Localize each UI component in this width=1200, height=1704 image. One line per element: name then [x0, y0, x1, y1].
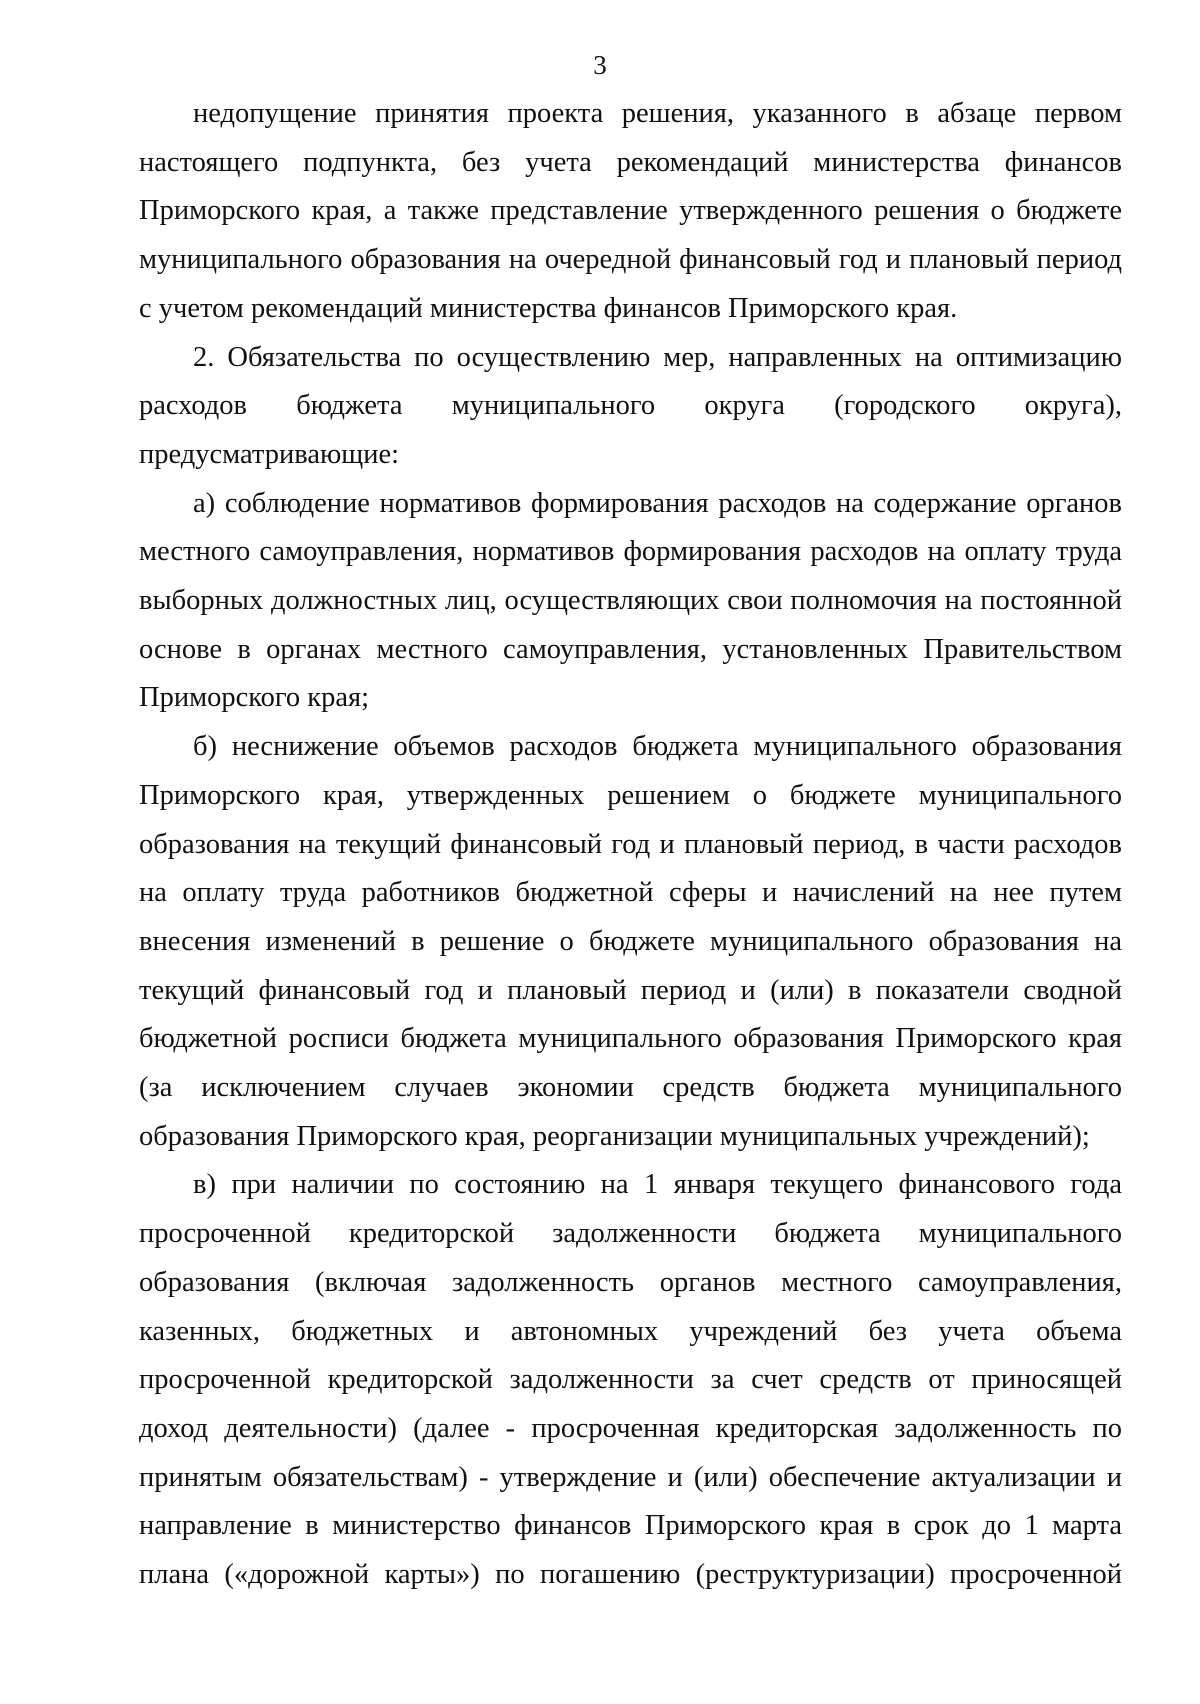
text-line: направление в министерство финансов Приморского края в срок до 1 марта	[139, 1510, 1122, 1542]
text-line: Приморского края, утвержденных решением о бюджете муниципального	[139, 779, 1122, 811]
text-line: б) неснижение объемов расходов бюджета муниципального образования	[193, 731, 1122, 763]
text-line: бюджетной росписи бюджета муниципального образования Приморского края	[139, 1023, 1122, 1055]
paragraph	[139, 723, 1122, 1161]
text-line: Приморского края;	[139, 682, 370, 714]
text-line: расходов бюджета муниципального округа (городского округа),	[139, 390, 1122, 422]
text-line: Приморского края, а также представление утвержденного решения о бюджете	[139, 195, 1122, 227]
text-line: с учетом рекомендаций министерства финансов Приморского края.	[139, 292, 958, 324]
text-line: просроченной кредиторской задолженности за счет средств от приносящей	[139, 1364, 1122, 1396]
text-line: муниципального образования на очередной финансовый год и плановый период	[139, 244, 1122, 276]
paragraph	[139, 480, 1122, 724]
text-line: местного самоуправления, нормативов формирования расходов на оплату труда	[139, 536, 1122, 568]
text-line: казенных, бюджетных и автономных учреждений без учета объема	[139, 1315, 1122, 1347]
text-line: недопущение принятия проекта решения, указанного в абзаце первом	[193, 98, 1122, 129]
text-line: доход деятельности) (далее - просроченная кредиторская задолженность по	[139, 1412, 1122, 1444]
text-line: а) соблюдение нормативов формирования расходов на содержание органов	[193, 487, 1122, 519]
paragraph	[139, 90, 1122, 334]
document-body	[139, 90, 1122, 1600]
page-number: 3	[593, 50, 607, 80]
text-line: выборных должностных лиц, осуществляющих свои полномочия на постоянной	[139, 585, 1122, 617]
text-line: внесения изменений в решение о бюджете муниципального образования на	[139, 925, 1122, 957]
text-line: 2. Обязательства по осуществлению мер, направленных на оптимизацию	[193, 341, 1122, 373]
text-line: образования на текущий финансовый год и плановый период, в части расходов	[139, 828, 1122, 860]
text-line: предусматривающие:	[139, 438, 400, 470]
paragraph	[139, 1161, 1122, 1599]
text-line: настоящего подпункта, без учета рекомендаций министерства финансов	[139, 146, 1122, 178]
text-line: просроченной кредиторской задолженности бюджета муниципального	[139, 1218, 1122, 1250]
text-line: образования Приморского края, реорганизации муниципальных учреждений);	[139, 1120, 1090, 1152]
text-line: в) при наличии по состоянию на 1 января текущего финансового года	[193, 1169, 1122, 1201]
text-line: на оплату труда работников бюджетной сферы и начислений на нее путем	[139, 877, 1122, 909]
text-line: основе в органах местного самоуправления, установленных Правительством	[139, 633, 1122, 665]
text-line: принятым обязательствам) - утверждение и (или) обеспечение актуализации и	[139, 1461, 1122, 1493]
text-line: плана («дорожной карты») по погашению (реструктуризации) просроченной	[139, 1559, 1122, 1591]
text-line: текущий финансовый год и плановый период и (или) в показатели сводной	[139, 974, 1122, 1006]
text-line: образования (включая задолженность органов местного самоуправления,	[139, 1266, 1122, 1298]
text-line: (за исключением случаев экономии средств бюджета муниципального	[139, 1072, 1122, 1104]
paragraph	[139, 334, 1122, 480]
